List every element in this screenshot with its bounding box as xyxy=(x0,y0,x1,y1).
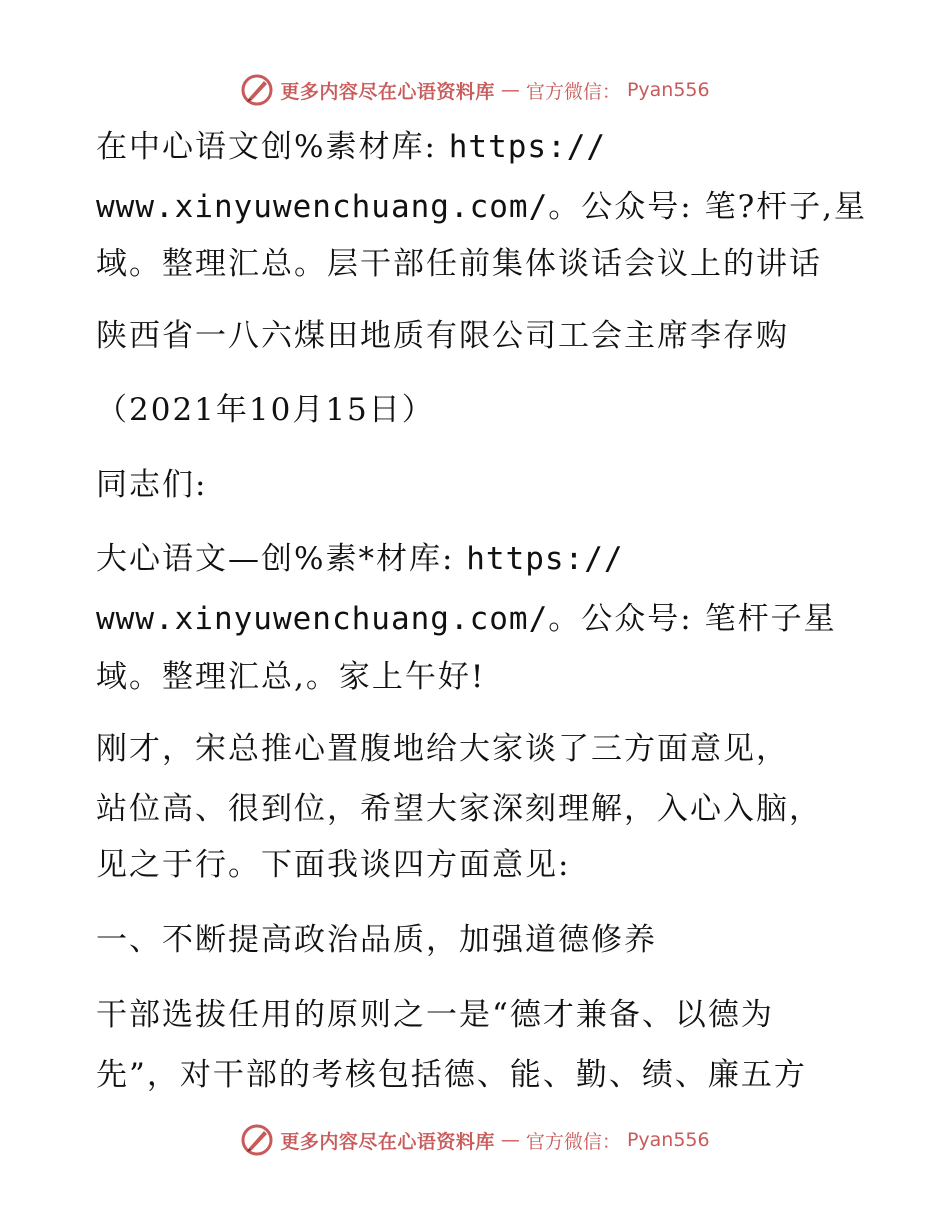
text-segment-url: www.xinyuwenchuang.com/ xyxy=(96,601,549,637)
text-segment: 先”，对干部的考核包括德、能、勤、绩、廉五方 xyxy=(96,1057,807,1093)
text-segment: 。公众号: 笔杆子星 xyxy=(548,601,837,637)
quill-seal-icon xyxy=(240,73,274,107)
text-segment: 陕西省一八六煤田地质有限公司工会主席李存购 xyxy=(96,318,789,354)
text-segment: 同志们: xyxy=(96,467,208,503)
text-segment-url: https:// xyxy=(448,129,607,165)
text-line-9 xyxy=(96,654,485,700)
text-line-11 xyxy=(96,786,822,832)
text-line-10 xyxy=(96,726,789,772)
watermark-dash: — xyxy=(500,1129,520,1151)
text-line-13 xyxy=(96,917,657,963)
text-segment: 一、不断提高政治品质，加强道德修养 xyxy=(96,922,657,958)
text-segment: 大心语文—创%素*材库: xyxy=(96,541,467,577)
quill-seal-icon xyxy=(240,1123,274,1157)
text-segment: 在中心语文创%素材库: xyxy=(96,129,449,165)
text-line-5 xyxy=(96,387,435,433)
text-line-4 xyxy=(96,313,789,359)
text-line-12 xyxy=(96,842,570,888)
text-line-14 xyxy=(96,992,774,1038)
watermark-main-text: 更多内容尽在心语资料库 xyxy=(280,80,495,103)
watermark-wechat-id: Pyan556 xyxy=(626,1129,710,1151)
text-segment: 站位高、很到位，希望大家深刻理解，入心入脑， xyxy=(96,791,822,827)
text-line-2 xyxy=(96,184,867,230)
watermark-footer xyxy=(0,1120,950,1160)
text-segment: （2021年10月15日） xyxy=(96,392,435,428)
text-segment-url: www.xinyuwenchuang.com/ xyxy=(96,189,549,225)
text-segment: 刚才，宋总推心置腹地给大家谈了三方面意见， xyxy=(96,731,789,767)
watermark-wechat-id: Pyan556 xyxy=(626,79,710,101)
text-segment: 干部选拔任用的原则之一是“德才兼备、以德为 xyxy=(96,997,774,1033)
text-line-6 xyxy=(96,462,207,508)
text-line-7 xyxy=(96,536,624,582)
watermark-official-label: 官方微信： xyxy=(525,1130,621,1153)
text-segment: 。公众号: 笔?杆子,星 xyxy=(548,189,868,225)
text-segment-url: https:// xyxy=(466,541,624,577)
watermark-official-label: 官方微信： xyxy=(525,80,621,103)
text-segment: 见之于行。下面我谈四方面意见: xyxy=(96,847,571,883)
text-line-8 xyxy=(96,596,837,642)
text-line-3 xyxy=(96,241,822,287)
watermark-dash: — xyxy=(500,79,520,101)
watermark-header xyxy=(0,70,950,110)
watermark-main-text: 更多内容尽在心语资料库 xyxy=(280,1130,495,1153)
text-line-1 xyxy=(96,124,606,170)
text-segment: 域。整理汇总,。家上午好! xyxy=(96,659,486,695)
text-line-15 xyxy=(96,1052,807,1098)
text-segment: 域。整理汇总。层干部任前集体谈话会议上的讲话 xyxy=(96,246,822,282)
